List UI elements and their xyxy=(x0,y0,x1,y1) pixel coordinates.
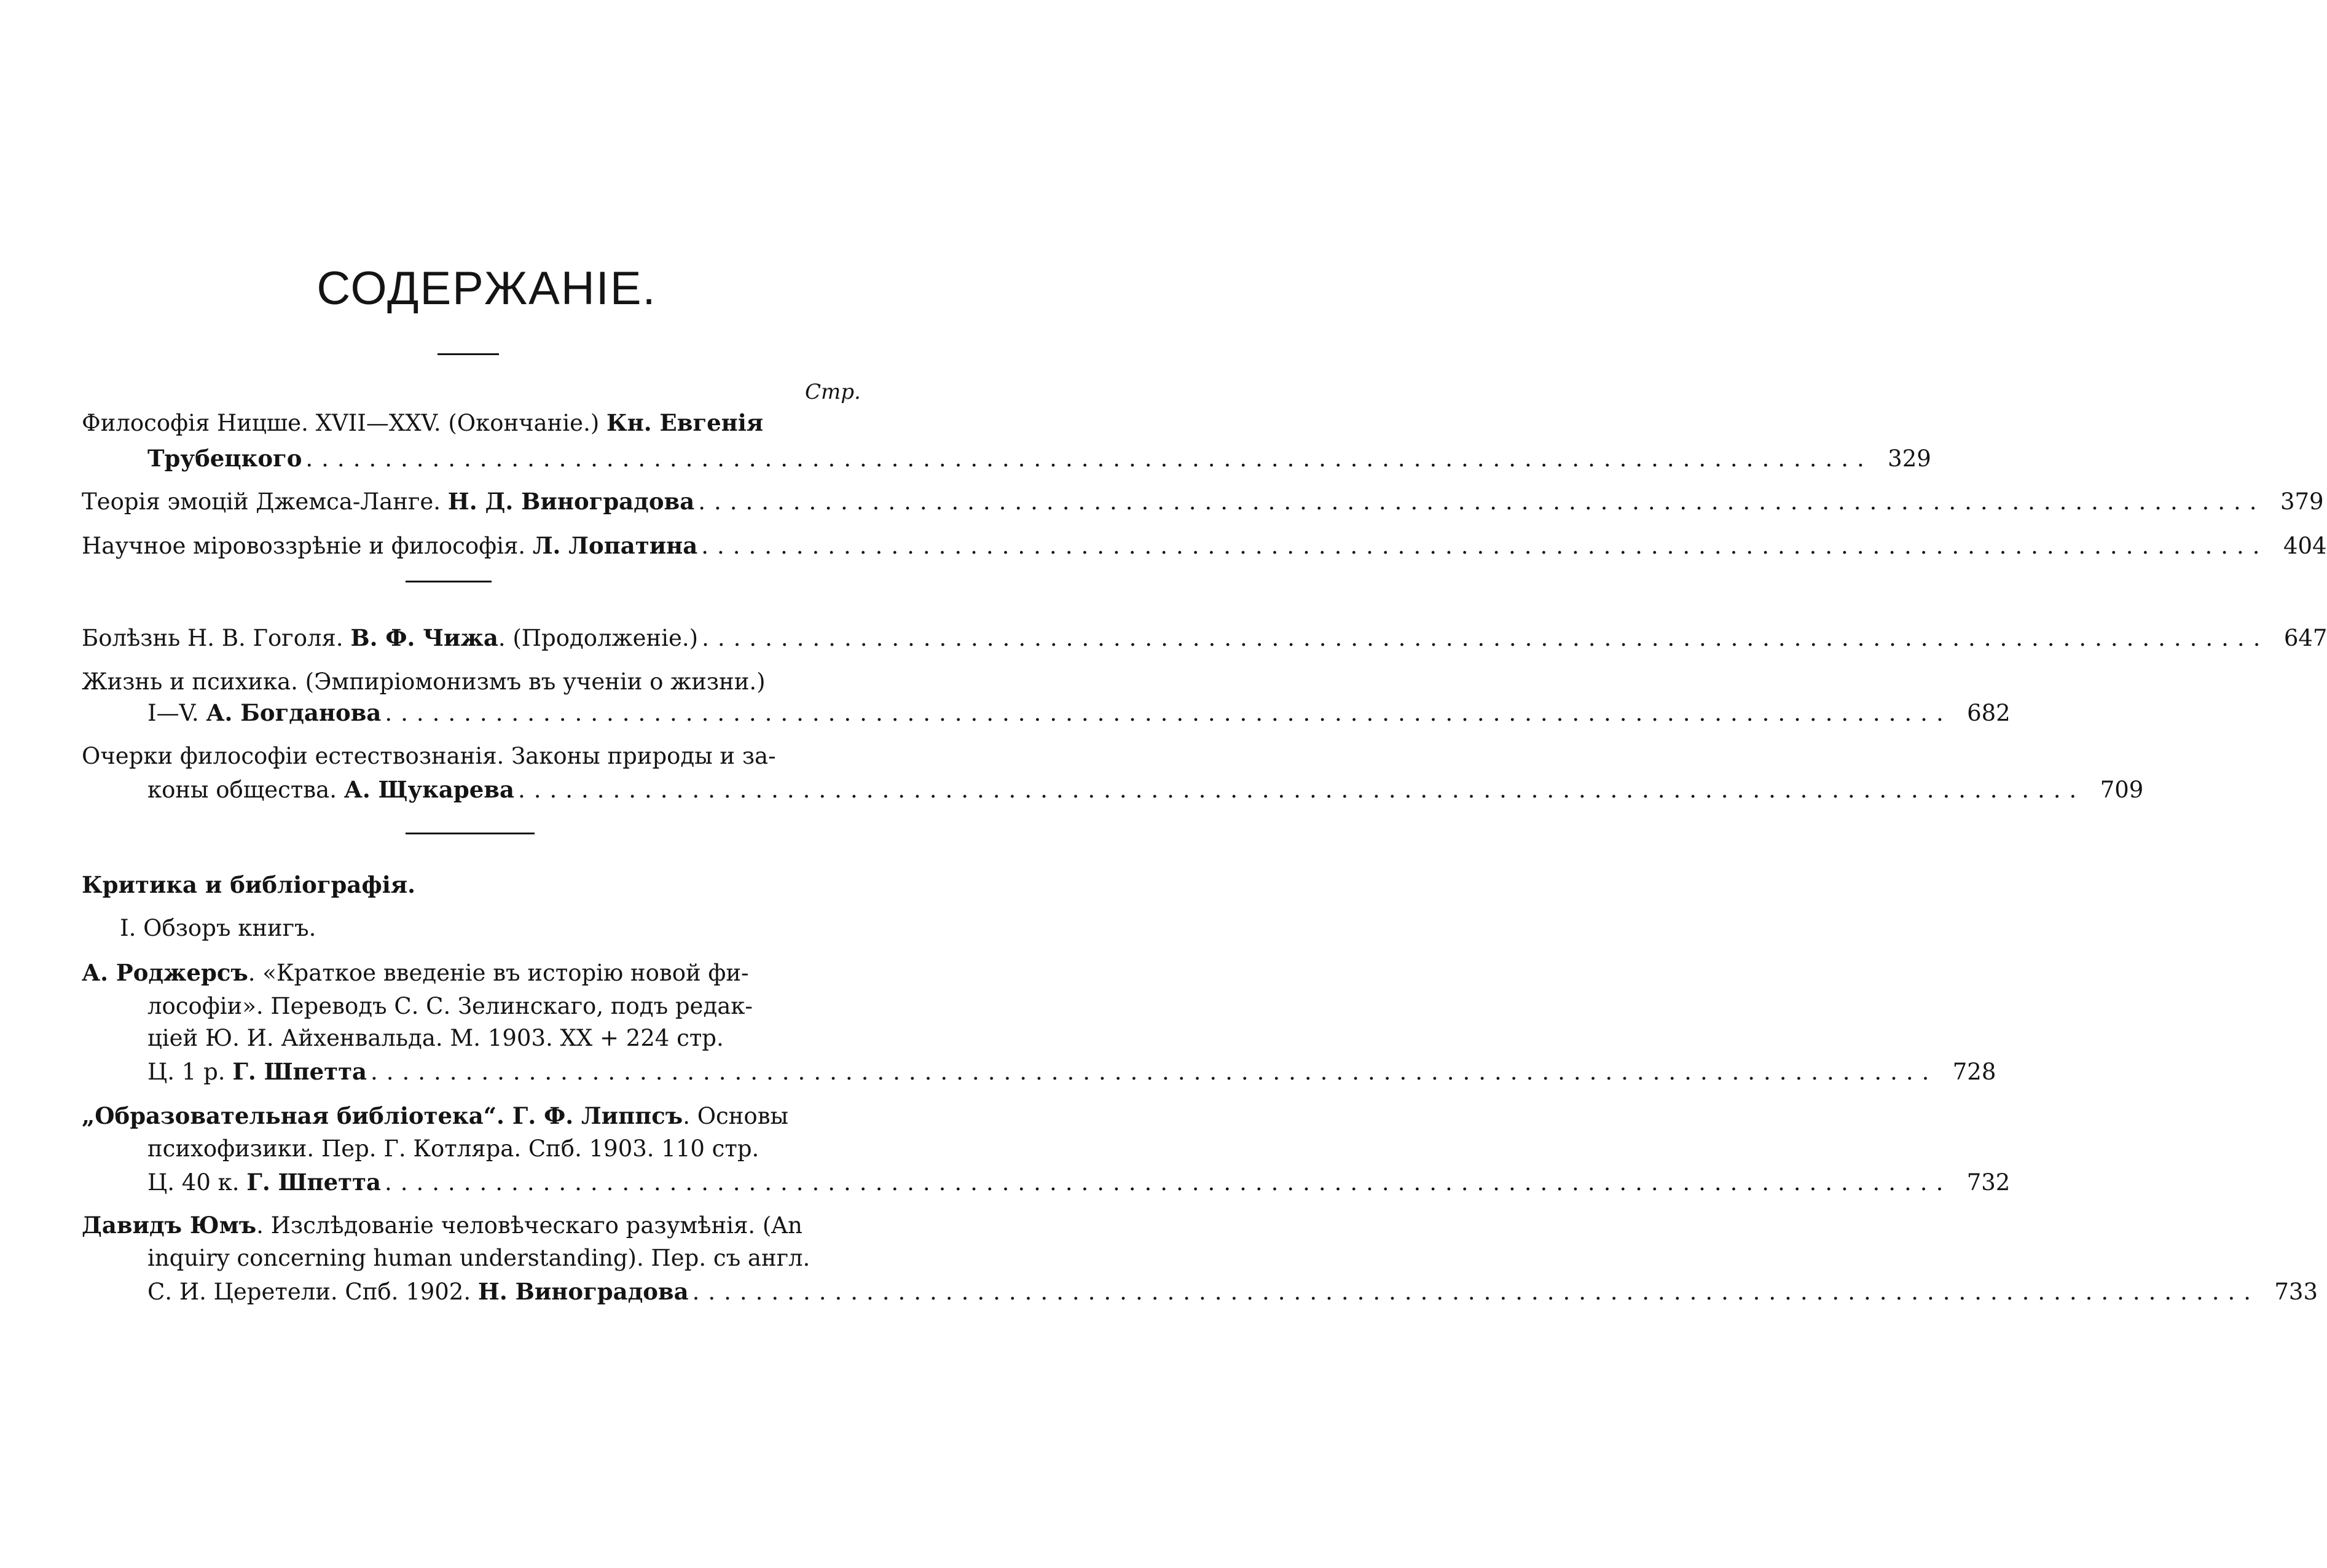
dot-leader: ................................................................................................... xyxy=(517,777,2086,803)
review-1-line-1: А. Роджерсъ. «Краткое введеніе въ исторію новой фи- xyxy=(82,959,749,986)
review-1-line-3: ціей Ю. И. Айхенвальда. М. 1903. XX + 224 стр. xyxy=(147,1025,724,1051)
review-2-line-2: психофизики. Пер. Г. Котляра. Спб. 1903. 110 стр. xyxy=(147,1135,759,1162)
review-3-line-2: inquiry concerning human understanding). Пер. съ англ. xyxy=(147,1245,810,1271)
review-3-line-3[interactable]: С. И. Церетели. Спб. 1902. Н. Виноградова ................................................................................................... 733 xyxy=(147,1274,854,1309)
page-title: СОДЕРЖАНІЕ. xyxy=(316,262,657,315)
toc-page-number: 404 xyxy=(2283,533,2327,559)
toc-page-number: 733 xyxy=(2274,1279,2318,1305)
toc-page-number: 379 xyxy=(2280,488,2324,515)
dot-leader: ................................................................................................... xyxy=(692,1279,2259,1305)
toc-entry-1-line-2[interactable] xyxy=(147,441,1931,476)
toc-page-number: 329 xyxy=(1888,445,1931,472)
title-divider xyxy=(438,353,499,355)
toc-entry-5-line-1: Жизнь и психика. (Эмпиріомонизмъ въ ученіи о жизни.) xyxy=(82,668,766,695)
dot-leader: ................................................................................................... xyxy=(305,445,1873,472)
review-2-line-1: „Образовательная библіотека“. Г. Ф. Липпсъ. Основы xyxy=(82,1102,788,1129)
page-column-label: Стр. xyxy=(805,380,861,404)
toc-page-number: 647 xyxy=(2283,625,2327,651)
dot-leader: ................................................................................................... xyxy=(385,700,1952,726)
review-1-line-4[interactable]: Ц. 1 р. Г. Шпетта ................................................................................................... 728 xyxy=(147,1054,854,1089)
review-1-line-2: лософіи». Переводъ С. С. Зелинскаго, подъ редак- xyxy=(147,993,753,1019)
toc-entry-6-line-1: Очерки философіи естествознанія. Законы природы и за- xyxy=(82,743,776,769)
toc-entry-4[interactable]: Болѣзнь Н. В. Гоголя. В. Ф. Чижа. (Продолженіе.) ................................................................................................... 647 xyxy=(82,621,854,655)
toc-page-number: 728 xyxy=(1952,1059,1996,1085)
dot-leader: ................................................................................................... xyxy=(698,488,2266,515)
dot-leader: ................................................................................................... xyxy=(701,533,2269,559)
toc-entry-3[interactable]: Научное міровоззрѣніе и философія. Л. Лопатина ................................................................................................... 404 xyxy=(82,528,854,563)
review-2-line-3[interactable]: Ц. 40 к. Г. Шпетта ................................................................................................... 732 xyxy=(147,1165,854,1199)
dot-leader: ................................................................................................... xyxy=(384,1169,1952,1196)
toc-entry-2[interactable]: Теорія эмоцій Джемса-Ланге. Н. Д. Виноградова ................................................................................................... 379 xyxy=(82,484,854,519)
section-subheading: I. Обзоръ книгъ. xyxy=(120,915,316,941)
section-divider xyxy=(406,833,535,834)
toc-page-number: 732 xyxy=(1966,1169,2011,1196)
section-heading: Критика и библіографія. xyxy=(82,871,416,898)
section-divider xyxy=(406,581,492,582)
dot-leader: ................................................................................................... xyxy=(702,625,2269,651)
toc-page-number: 682 xyxy=(1967,700,2011,726)
toc-entry-5-line-2[interactable]: I—V. А. Богданова ................................................................................................... 682 xyxy=(147,696,854,730)
dot-leader: ................................................................................................... xyxy=(371,1059,1938,1085)
toc-entry-author: Трубецкого xyxy=(147,445,302,472)
toc-page-number: 709 xyxy=(2100,777,2144,803)
toc-entry-6-line-2[interactable]: коны общества. А. Щукарева ................................................................................................... 709 xyxy=(147,772,854,807)
toc-entry-1-line-1: Философія Ницше. XVII—XXV. (Окончаніе.) Кн. Евгенія xyxy=(82,409,764,436)
review-3-line-1: Давидъ Юмъ. Изслѣдованіе человѣческаго разумѣнія. (An xyxy=(82,1212,802,1239)
